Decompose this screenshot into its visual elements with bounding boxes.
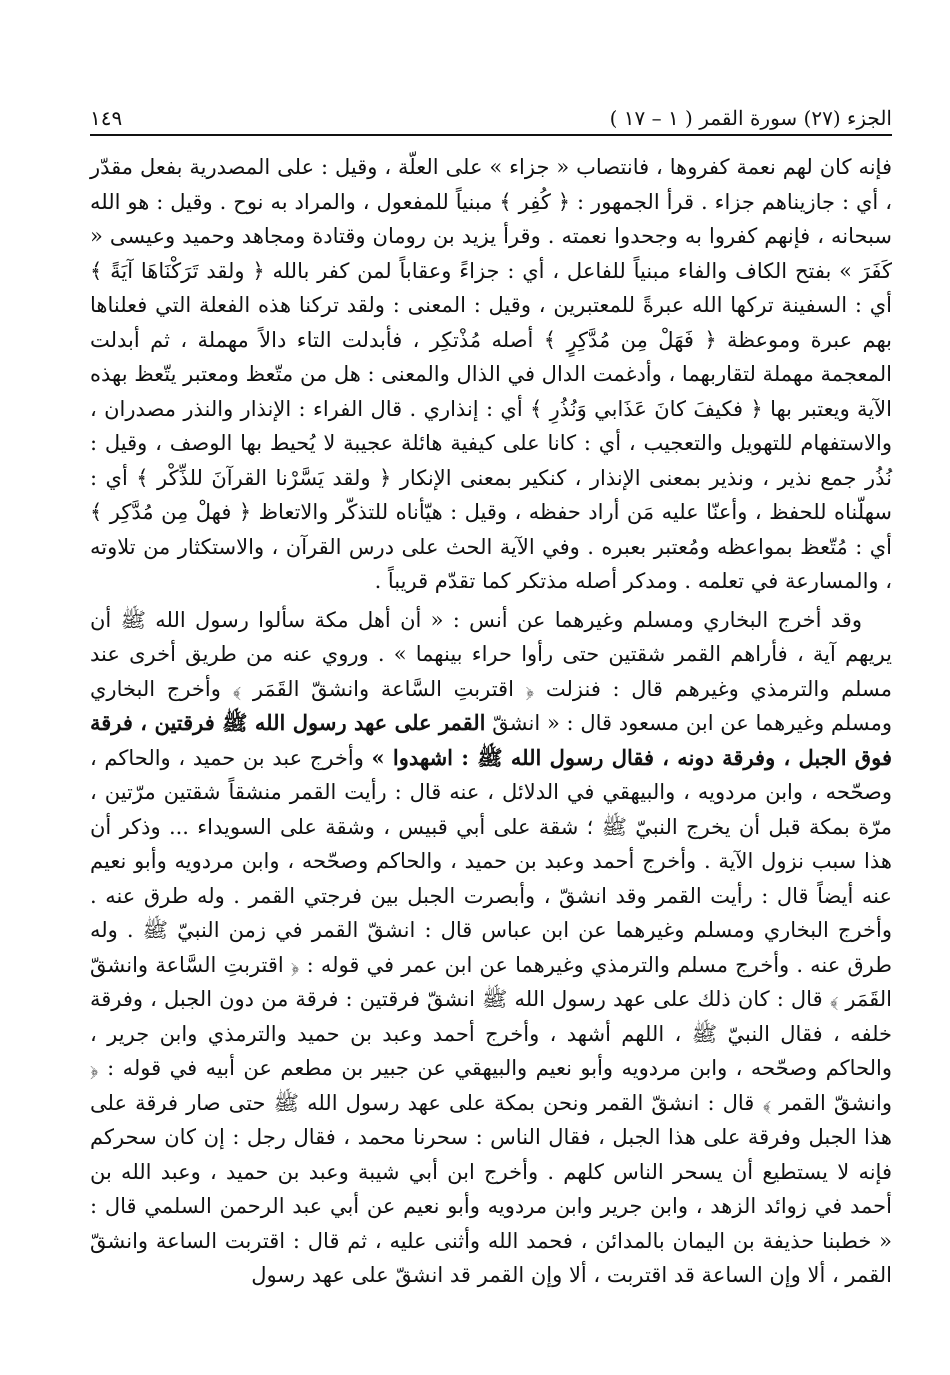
text-line: للفاعل ، أي : جزاءً وعقاباً لمن كفر بالله ﴿ ولقد تَرَكْنَاهَا آيَةً ﴾ أي : السفينة تركها الله عبرةً للمعتبرين ، — [90, 258, 892, 317]
text-line: الناس كلهم . وأخرج ابن أبي شيبة وعبد بن حميد ، وعبد الله بن أحمد في زوائد الزهد ، وابن جرير وابن — [90, 1159, 892, 1218]
paragraph-commentary — [90, 150, 892, 599]
text-line: مصدران ، والاستفهام للتهويل والتعجيب ، أي : كانا على كيفية هائلة عجيبة لا يُحيط بها الوصف ، وقيل : — [90, 396, 892, 455]
text-line: ثم قال : اقتربت الساعة وانشقّ القمر ، ألا وإن الساعة قد اقتربت ، ألا وإن القمر قد انشقّ على عهد رسول — [90, 1228, 892, 1287]
text-line: للحفظ ، وأعنّا عليه مَن أراد حفظه ، وقيل : هيّأناه للتذكّر والاتعاظ ﴿ فهلْ مِن مُدَّكِر ﴾ أي : مُتّعظ بمواعظه — [90, 500, 892, 559]
header-title: الجزء (٢٧) سورة القمر ( ١ – ١٧ ) — [609, 106, 892, 130]
text-line: ومُعتبر بعبره . وفي الآية الحث على درس القرآن ، والاستكثار من تلاوته ، والمسارعة في تعلمه . ومدكر أصله — [90, 534, 892, 593]
text-line: مردويه وأبو نعيم عن أبي عبد الرحمن السلمي قال : « خطبنا حذيفة بن اليمان بالمدائن ، فحمد الله وأثنى عليه ، — [90, 1194, 892, 1253]
text-line: هذا سبب نزول الآية . وأخرج أحمد وعبد بن حميد ، والحاكم وصحّحه ، وابن مردويه وأبو نعيم عنه أيضاً — [90, 849, 892, 908]
text-line: فأبدلت التاء دالاً مهملة ، ثم أبدلت المعجمة مهملة لتقاربهما ، وأدغمت الدال في الذال والمعنى : هل من متّعظ — [90, 327, 892, 386]
text-line: قال : رأيت القمر وقد انشقّ ، وأبصرت الجبل بين فرجتي القمر . وله طرق عنه . وأخرج البخاري ومسلم — [90, 883, 892, 942]
text-line: وقيل : المعنى : ولقد تركنا هذه الفعلة التي فعلناها بهم عبرة وموعظة ﴿ فَهَلْ مِن مُدَّكِرٍ ﴾ أصله مُذْتكِر ، — [90, 293, 892, 352]
text-line: القمر على عهد رسول الله ﷺ فرقتين ، فرقة فوق الجبل ، وفرقة دونه ، فقال رسول الله ﷺ : اشهدوا » — [90, 710, 892, 770]
text-line: فنزلت ﴿ اقتربتِ السَّاعة وانشقّ القَمَر ﴾ وأخرج البخاري ومسلم وغيرهما عن ابن مسعود قال : « انشقّ — [90, 676, 892, 735]
paragraph-hadith-reports — [90, 603, 892, 1293]
body-text — [90, 150, 892, 1293]
text-line: نُذُر جمع نذير ، ونذير بمعنى الإنذار ، كنكير بمعنى الإنكار ﴿ ولقد يَسَّرْنا القرآنَ للذِّكْر ﴾ أي : سهلّناه — [90, 465, 892, 524]
text-line: وغيرهما عن ابن عمر في قوله : ﴿ اقتربتِ السَّاعة وانشقّ القَمَر ﴾ قال : كان ذلك على عهد رسول الله — [90, 952, 892, 1011]
text-line: وأخرج عبد بن حميد ، والحاكم ، وصحّحه ، وابن مردويه ، والبيهقي في الدلائل ، عنه قال : رأيت القمر منشقاً — [90, 745, 892, 804]
text-line: حميد والترمذي وابن جرير ، والحاكم وصحّحه ، وابن مردويه وأبو نعيم والبيهقي عن جبير بن مطعم عن أبيه في قوله : — [90, 1021, 892, 1080]
text-line: مذتكر كما تقدّم قريباً . — [374, 569, 569, 593]
text-line: فإنه كان لهم نعمة كفروها ، فانتصاب « جزاء » على العلّة ، وقيل : على المصدرية بفعل مقدّر ، أي : جازيناهم — [90, 155, 892, 214]
text-line: جزاء . قرأ الجمهور : ﴿ كُفِر ﴾ مبنياً للمفعول ، والمراد به نوح . وقيل : هو الله سبحانه ، فإنهم كفروا — [90, 189, 892, 248]
text-line: به وجحدوا نعمته . وقرأ يزيد بن رومان وقتادة ومجاهد وحميد وعيسى « كَفَرَ » بفتح الكاف والفاء مبنياً — [90, 224, 892, 283]
text-line: ﷺ انشقّ فرقتين : فرقة من دون الجبل ، وفرقة خلفه ، فقال النبيّ ﷺ ، اللهم أشهد ، وأخرج أحمد وعبد بن — [90, 987, 892, 1046]
text-line: ﴿ وانشقّ القمر ﴾ قال : انشقّ القمر ونحن بمكة على عهد رسول الله ﷺ حتى صار فرقة على هذا الجبل — [90, 1056, 892, 1149]
text-line: فأراهم القمر شقتين حتى رأوا حراء بينهما » . وروي عنه من طريق أخرى عند مسلم والترمذي وغيرهم قال : — [90, 642, 892, 701]
text-line: شقتين مرّتين ، مرّة بمكة قبل أن يخرج النبيّ ﷺ ؛ شقة على أبي قبيس ، وشقة على السويداء ... وذكر أن — [90, 780, 892, 839]
text-line: وغيرهما عن ابن عباس قال : انشقّ القمر في زمن النبيّ ﷺ . وله طرق عنه . وأخرج مسلم والترمذي — [90, 918, 892, 977]
text-line: وفرقة على هذا الجبل ، فقال الناس : سحرنا محمد ، فقال رجل : إن كان سحركم فإنه لا يستطيع أن يسحر — [90, 1125, 892, 1184]
text-line: ومعتبر يتّعظ بهذه الآية ويعتبر بها ﴿ فكيفَ كانَ عَذَابي وَنُذُرِ ﴾ أي : إنذاري . قال الفراء : الإنذار والنذر — [90, 362, 892, 421]
text-line: وقد أخرج البخاري ومسلم وغيرهما عن أنس : « أن أهل مكة سألوا رسول الله ﷺ أن يريهم آية ، — [90, 607, 892, 666]
running-header — [90, 90, 892, 136]
page-number: ١٤٩ — [90, 106, 123, 130]
